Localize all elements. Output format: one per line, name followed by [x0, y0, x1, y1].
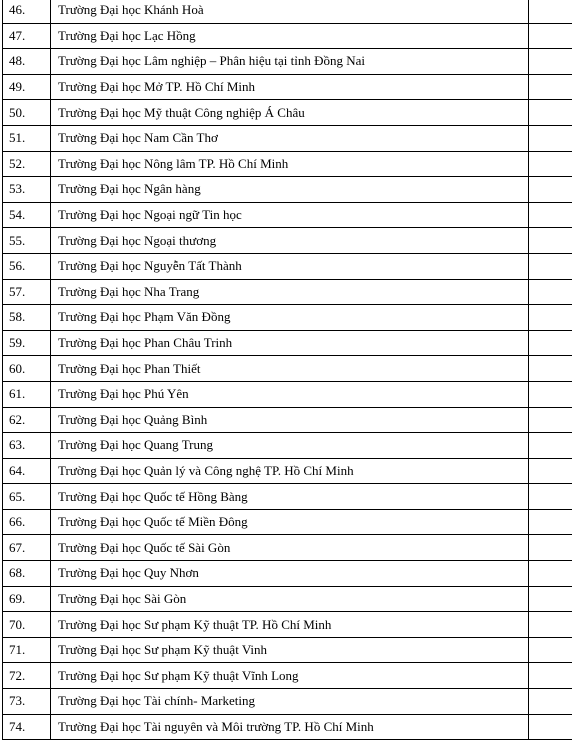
row-number: 70. — [3, 612, 51, 638]
empty-cell — [529, 535, 572, 561]
empty-cell — [529, 279, 572, 305]
row-number: 46. — [3, 0, 51, 23]
table-row — [3, 561, 572, 587]
university-name: Trường Đại học Quy Nhơn — [51, 561, 529, 587]
row-number: 51. — [3, 125, 51, 151]
row-number: 64. — [3, 458, 51, 484]
empty-cell — [529, 151, 572, 177]
university-name: Trường Đại học Quản lý và Công nghệ TP. Hồ Chí Minh — [51, 458, 529, 484]
table-row — [3, 151, 572, 177]
row-number: 60. — [3, 356, 51, 382]
table-row — [3, 407, 572, 433]
empty-cell — [529, 663, 572, 689]
empty-cell — [529, 125, 572, 151]
university-name: Trường Đại học Quốc tế Sài Gòn — [51, 535, 529, 561]
empty-cell — [529, 484, 572, 510]
university-table — [2, 0, 572, 740]
row-number: 67. — [3, 535, 51, 561]
table-row — [3, 202, 572, 228]
university-name: Trường Đại học Sư phạm Kỹ thuật Vinh — [51, 637, 529, 663]
university-name: Trường Đại học Phan Châu Trinh — [51, 330, 529, 356]
table-row — [3, 433, 572, 459]
row-number: 58. — [3, 305, 51, 331]
table-row — [3, 484, 572, 510]
row-number: 57. — [3, 279, 51, 305]
empty-cell — [529, 305, 572, 331]
table-row — [3, 356, 572, 382]
table-row — [3, 458, 572, 484]
row-number: 55. — [3, 228, 51, 254]
university-name: Trường Đại học Tài nguyên và Môi trường TP. Hồ Chí Minh — [51, 714, 529, 740]
university-name: Trường Đại học Phú Yên — [51, 381, 529, 407]
row-number: 50. — [3, 100, 51, 126]
row-number: 73. — [3, 689, 51, 715]
university-name: Trường Đại học Khánh Hoà — [51, 0, 529, 23]
row-number: 47. — [3, 23, 51, 49]
university-name: Trường Đại học Nam Cần Thơ — [51, 125, 529, 151]
table-row — [3, 228, 572, 254]
row-number: 68. — [3, 561, 51, 587]
university-table-body — [3, 0, 572, 740]
empty-cell — [529, 612, 572, 638]
university-name: Trường Đại học Lâm nghiệp – Phân hiệu tại tỉnh Đồng Nai — [51, 49, 529, 75]
university-name: Trường Đại học Nông lâm TP. Hồ Chí Minh — [51, 151, 529, 177]
university-name: Trường Đại học Quảng Bình — [51, 407, 529, 433]
empty-cell — [529, 228, 572, 254]
row-number: 54. — [3, 202, 51, 228]
empty-cell — [529, 509, 572, 535]
university-name: Trường Đại học Lạc Hồng — [51, 23, 529, 49]
row-number: 53. — [3, 177, 51, 203]
empty-cell — [529, 0, 572, 23]
empty-cell — [529, 74, 572, 100]
empty-cell — [529, 586, 572, 612]
table-row — [3, 535, 572, 561]
row-number: 62. — [3, 407, 51, 433]
university-name: Trường Đại học Ngân hàng — [51, 177, 529, 203]
row-number: 61. — [3, 381, 51, 407]
university-name: Trường Đại học Phạm Văn Đồng — [51, 305, 529, 331]
row-number: 49. — [3, 74, 51, 100]
university-name: Trường Đại học Phan Thiết — [51, 356, 529, 382]
empty-cell — [529, 714, 572, 740]
empty-cell — [529, 381, 572, 407]
table-row — [3, 381, 572, 407]
row-number: 72. — [3, 663, 51, 689]
empty-cell — [529, 433, 572, 459]
row-number: 74. — [3, 714, 51, 740]
table-row — [3, 637, 572, 663]
row-number: 59. — [3, 330, 51, 356]
university-name: Trường Đại học Mỹ thuật Công nghiệp Á Châu — [51, 100, 529, 126]
university-name: Trường Đại học Sư phạm Kỹ thuật Vĩnh Long — [51, 663, 529, 689]
university-name: Trường Đại học Ngoại ngữ Tin học — [51, 202, 529, 228]
empty-cell — [529, 49, 572, 75]
table-row — [3, 100, 572, 126]
table-row — [3, 0, 572, 23]
table-row — [3, 253, 572, 279]
table-row — [3, 177, 572, 203]
university-name: Trường Đại học Nguyễn Tất Thành — [51, 253, 529, 279]
table-row — [3, 612, 572, 638]
empty-cell — [529, 330, 572, 356]
university-name: Trường Đại học Quốc tế Hồng Bàng — [51, 484, 529, 510]
university-name: Trường Đại học Mở TP. Hồ Chí Minh — [51, 74, 529, 100]
university-name: Trường Đại học Quang Trung — [51, 433, 529, 459]
row-number: 71. — [3, 637, 51, 663]
row-number: 63. — [3, 433, 51, 459]
empty-cell — [529, 637, 572, 663]
empty-cell — [529, 177, 572, 203]
university-name: Trường Đại học Tài chính- Marketing — [51, 689, 529, 715]
table-row — [3, 586, 572, 612]
empty-cell — [529, 23, 572, 49]
empty-cell — [529, 458, 572, 484]
table-row — [3, 23, 572, 49]
table-row — [3, 714, 572, 740]
empty-cell — [529, 202, 572, 228]
row-number: 65. — [3, 484, 51, 510]
row-number: 52. — [3, 151, 51, 177]
table-row — [3, 330, 572, 356]
empty-cell — [529, 356, 572, 382]
table-row — [3, 305, 572, 331]
empty-cell — [529, 561, 572, 587]
table-row — [3, 125, 572, 151]
university-name: Trường Đại học Sài Gòn — [51, 586, 529, 612]
row-number: 56. — [3, 253, 51, 279]
university-name: Trường Đại học Nha Trang — [51, 279, 529, 305]
university-name: Trường Đại học Ngoại thương — [51, 228, 529, 254]
empty-cell — [529, 689, 572, 715]
table-row — [3, 663, 572, 689]
table-row — [3, 509, 572, 535]
row-number: 69. — [3, 586, 51, 612]
empty-cell — [529, 100, 572, 126]
row-number: 66. — [3, 509, 51, 535]
empty-cell — [529, 407, 572, 433]
empty-cell — [529, 253, 572, 279]
table-row — [3, 689, 572, 715]
table-row — [3, 279, 572, 305]
table-row — [3, 49, 572, 75]
table-row — [3, 74, 572, 100]
row-number: 48. — [3, 49, 51, 75]
university-name: Trường Đại học Quốc tế Miền Đông — [51, 509, 529, 535]
university-name: Trường Đại học Sư phạm Kỹ thuật TP. Hồ Chí Minh — [51, 612, 529, 638]
